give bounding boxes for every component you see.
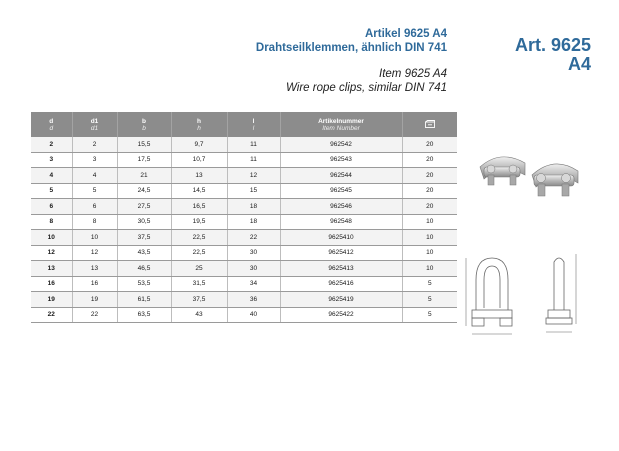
table-cell: 9625410 bbox=[280, 230, 402, 246]
table-cell: 5 bbox=[402, 307, 457, 323]
table-cell: 22,5 bbox=[171, 230, 227, 246]
table-row bbox=[31, 276, 457, 292]
table-row bbox=[31, 261, 457, 277]
table-cell: 16 bbox=[31, 276, 72, 292]
table-cell: 8 bbox=[31, 214, 72, 230]
table-cell: 10 bbox=[402, 245, 457, 261]
table-cell: 31,5 bbox=[171, 276, 227, 292]
table-cell: 10 bbox=[72, 230, 117, 246]
table-row bbox=[31, 230, 457, 246]
table-cell: 43,5 bbox=[117, 245, 171, 261]
table-cell: 19,5 bbox=[171, 214, 227, 230]
table-cell: 12 bbox=[227, 168, 280, 184]
table-cell: 19 bbox=[72, 292, 117, 308]
table-cell: 9625416 bbox=[280, 276, 402, 292]
table-row bbox=[31, 183, 457, 199]
table-cell: 27,5 bbox=[117, 199, 171, 215]
table-cell: 11 bbox=[227, 137, 280, 152]
table-row bbox=[31, 137, 457, 152]
table-header-row bbox=[31, 112, 457, 137]
col-header-d: d d bbox=[31, 112, 72, 137]
table-cell: 962548 bbox=[280, 214, 402, 230]
table-cell: 962544 bbox=[280, 168, 402, 184]
table-cell: 962543 bbox=[280, 152, 402, 168]
table-cell: 9625412 bbox=[280, 245, 402, 261]
table-cell: 22 bbox=[227, 230, 280, 246]
table-cell: 13 bbox=[171, 168, 227, 184]
table-cell: 9625413 bbox=[280, 261, 402, 277]
title-en-line2: Wire rope clips, similar DIN 741 bbox=[286, 82, 447, 94]
table-row bbox=[31, 199, 457, 215]
table-cell: 3 bbox=[72, 152, 117, 168]
table-cell: 21 bbox=[117, 168, 171, 184]
table-cell: 16 bbox=[72, 276, 117, 292]
table-cell: 9625419 bbox=[280, 292, 402, 308]
table-row bbox=[31, 307, 457, 323]
table-cell: 10 bbox=[31, 230, 72, 246]
table-cell: 962545 bbox=[280, 183, 402, 199]
col-header-d1: d1 d1 bbox=[72, 112, 117, 137]
table-cell: 20 bbox=[402, 183, 457, 199]
article-number-line2: A4 bbox=[567, 54, 591, 74]
table-cell: 6 bbox=[31, 199, 72, 215]
table-row bbox=[31, 245, 457, 261]
title-de-line1: Artikel 9625 A4 bbox=[364, 28, 447, 40]
table-cell: 10 bbox=[402, 230, 457, 246]
table-cell: 20 bbox=[402, 152, 457, 168]
table-cell: 3 bbox=[31, 152, 72, 168]
table-cell: 30 bbox=[227, 261, 280, 277]
table-row bbox=[31, 214, 457, 230]
table-cell: 24,5 bbox=[117, 183, 171, 199]
table-cell: 962546 bbox=[280, 199, 402, 215]
table-row bbox=[31, 292, 457, 308]
table-cell: 5 bbox=[31, 183, 72, 199]
table-cell: 10 bbox=[402, 261, 457, 277]
col-header-item-number: Artikelnummer Item Number bbox=[280, 112, 402, 137]
table-cell: 17,5 bbox=[117, 152, 171, 168]
article-number-line1: Art. 9625 bbox=[514, 35, 591, 55]
table-cell: 13 bbox=[31, 261, 72, 277]
table-cell: 15 bbox=[227, 183, 280, 199]
table-cell: 20 bbox=[402, 137, 457, 152]
table-cell: 12 bbox=[72, 245, 117, 261]
table-cell: 962542 bbox=[280, 137, 402, 152]
table-cell: 5 bbox=[402, 276, 457, 292]
table-cell: 9,7 bbox=[171, 137, 227, 152]
table-cell: 2 bbox=[31, 137, 72, 152]
table-cell: 22,5 bbox=[171, 245, 227, 261]
table-cell: 43 bbox=[171, 307, 227, 323]
table-cell: 11 bbox=[227, 152, 280, 168]
table-cell: 18 bbox=[227, 199, 280, 215]
table-cell: 61,5 bbox=[117, 292, 171, 308]
table-cell: 30,5 bbox=[117, 214, 171, 230]
table-cell: 37,5 bbox=[171, 292, 227, 308]
table-cell: 63,5 bbox=[117, 307, 171, 323]
packaging-box-icon bbox=[425, 120, 435, 128]
dimensions-table bbox=[31, 112, 457, 323]
table-cell: 20 bbox=[402, 168, 457, 184]
table-row bbox=[31, 152, 457, 168]
table-cell: 12 bbox=[31, 245, 72, 261]
table-cell: 25 bbox=[171, 261, 227, 277]
table-cell: 53,5 bbox=[117, 276, 171, 292]
table-cell: 14,5 bbox=[171, 183, 227, 199]
title-de-line2: Drahtseilklemmen, ähnlich DIN 741 bbox=[255, 42, 447, 54]
table-cell: 22 bbox=[31, 307, 72, 323]
table-cell: 13 bbox=[72, 261, 117, 277]
table-cell: 40 bbox=[227, 307, 280, 323]
table-cell: 10,7 bbox=[171, 152, 227, 168]
table-cell: 15,5 bbox=[117, 137, 171, 152]
product-photo bbox=[470, 145, 590, 205]
table-row bbox=[31, 168, 457, 184]
table-cell: 34 bbox=[227, 276, 280, 292]
table-cell: 37,5 bbox=[117, 230, 171, 246]
title-en-line1: Item 9625 A4 bbox=[379, 68, 447, 80]
table-cell: 36 bbox=[227, 292, 280, 308]
table-cell: 6 bbox=[72, 199, 117, 215]
table-cell: 2 bbox=[72, 137, 117, 152]
table-cell: 5 bbox=[72, 183, 117, 199]
table-cell: 10 bbox=[402, 214, 457, 230]
table-cell: 8 bbox=[72, 214, 117, 230]
table-cell: 46,5 bbox=[117, 261, 171, 277]
table-cell: 4 bbox=[31, 168, 72, 184]
table-cell: 4 bbox=[72, 168, 117, 184]
table-cell: 19 bbox=[31, 292, 72, 308]
table-cell: 5 bbox=[402, 292, 457, 308]
table-cell: 9625422 bbox=[280, 307, 402, 323]
table-cell: 16,5 bbox=[171, 199, 227, 215]
col-header-b: b b bbox=[117, 112, 171, 137]
table-cell: 30 bbox=[227, 245, 280, 261]
technical-drawing bbox=[462, 250, 592, 350]
table-cell: 18 bbox=[227, 214, 280, 230]
table-cell: 22 bbox=[72, 307, 117, 323]
table-cell: 20 bbox=[402, 199, 457, 215]
col-header-h: h h bbox=[171, 112, 227, 137]
col-header-packaging bbox=[402, 112, 457, 137]
col-header-l: l l bbox=[227, 112, 280, 137]
